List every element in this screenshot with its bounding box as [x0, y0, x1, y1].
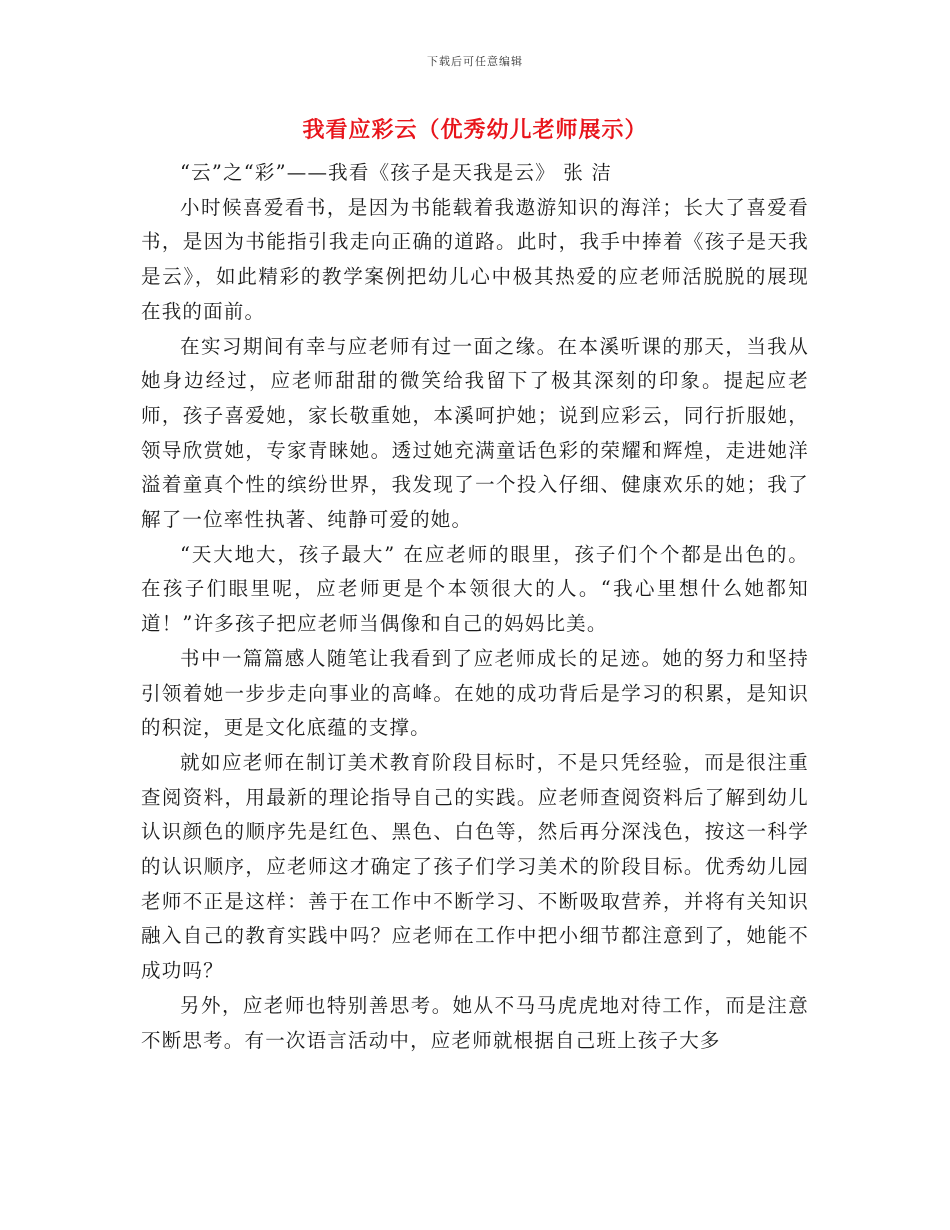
document-body: [141, 156, 809, 1058]
body-paragraph: 书中一篇篇感人随笔让我看到了应老师成长的足迹。她的努力和坚持引领着她一步步走向事业的高峰。在她的成功背后是学习的积累，是知识的积淀，更是文化底蕴的支撑。: [141, 646, 809, 740]
body-paragraph: 小时候喜爱看书，是因为书能载着我遨游知识的海洋；长大了喜爱看书，是因为书能指引我走向正确的道路。此时，我手中捧着《孩子是天我是云》，如此精彩的教学案例把幼儿心中极其热爱的应老师活脱脱的展现在我的面前。: [141, 195, 809, 323]
body-paragraph: 另外，应老师也特别善思考。她从不马马虎虎地对待工作，而是注意不断思考。有一次语言活动中，应老师就根据自己班上孩子大多: [141, 993, 809, 1052]
subtitle-paragraph: “云”之“彩”——我看《孩子是天我是云》 张 洁: [180, 161, 613, 184]
body-paragraph: 在实习期间有幸与应老师有过一面之缘。在本溪听课的那天，当我从她身边经过，应老师甜甜的微笑给我留下了极其深刻的印象。提起应老师，孩子喜爱她，家长敬重她，本溪呵护她；说到应彩云，同行折服她，领导欣赏她，专家青睐她。透过她充满童话色彩的荣耀和辉煌，走进她洋溢着童真个性的缤纷世界，我发现了一个投入仔细、健康欢乐的她；我了解了一位率性执著、纯静可爱的她。: [141, 334, 809, 532]
document-title: 我看应彩云（优秀幼儿老师展示）: [302, 117, 648, 143]
body-paragraph: “天大地大，孩子最大” 在应老师的眼里，孩子们个个都是出色的。在孩子们眼里呢，应老师更是个本领很大的人。“我心里想什么她都知道！”许多孩子把应老师当偶像和自己的妈妈比美。: [141, 542, 809, 636]
body-paragraph: 就如应老师在制订美术教育阶段目标时，不是只凭经验，而是很注重查阅资料，用最新的理论指导自己的实践。应老师查阅资料后了解到幼儿认识颜色的顺序先是红色、黑色、白色等，然后再分深浅色，按这一科学的认识顺序，应老师这才确定了孩子们学习美术的阶段目标。优秀幼儿园老师不正是这样：善于在工作中不断学习、不断吸取营养，并将有关知识融入自己的教育实践中吗？应老师在工作中把小细节都注意到了，她能不成功吗？: [141, 750, 809, 983]
header-note: 下载后可任意编辑: [427, 55, 523, 68]
